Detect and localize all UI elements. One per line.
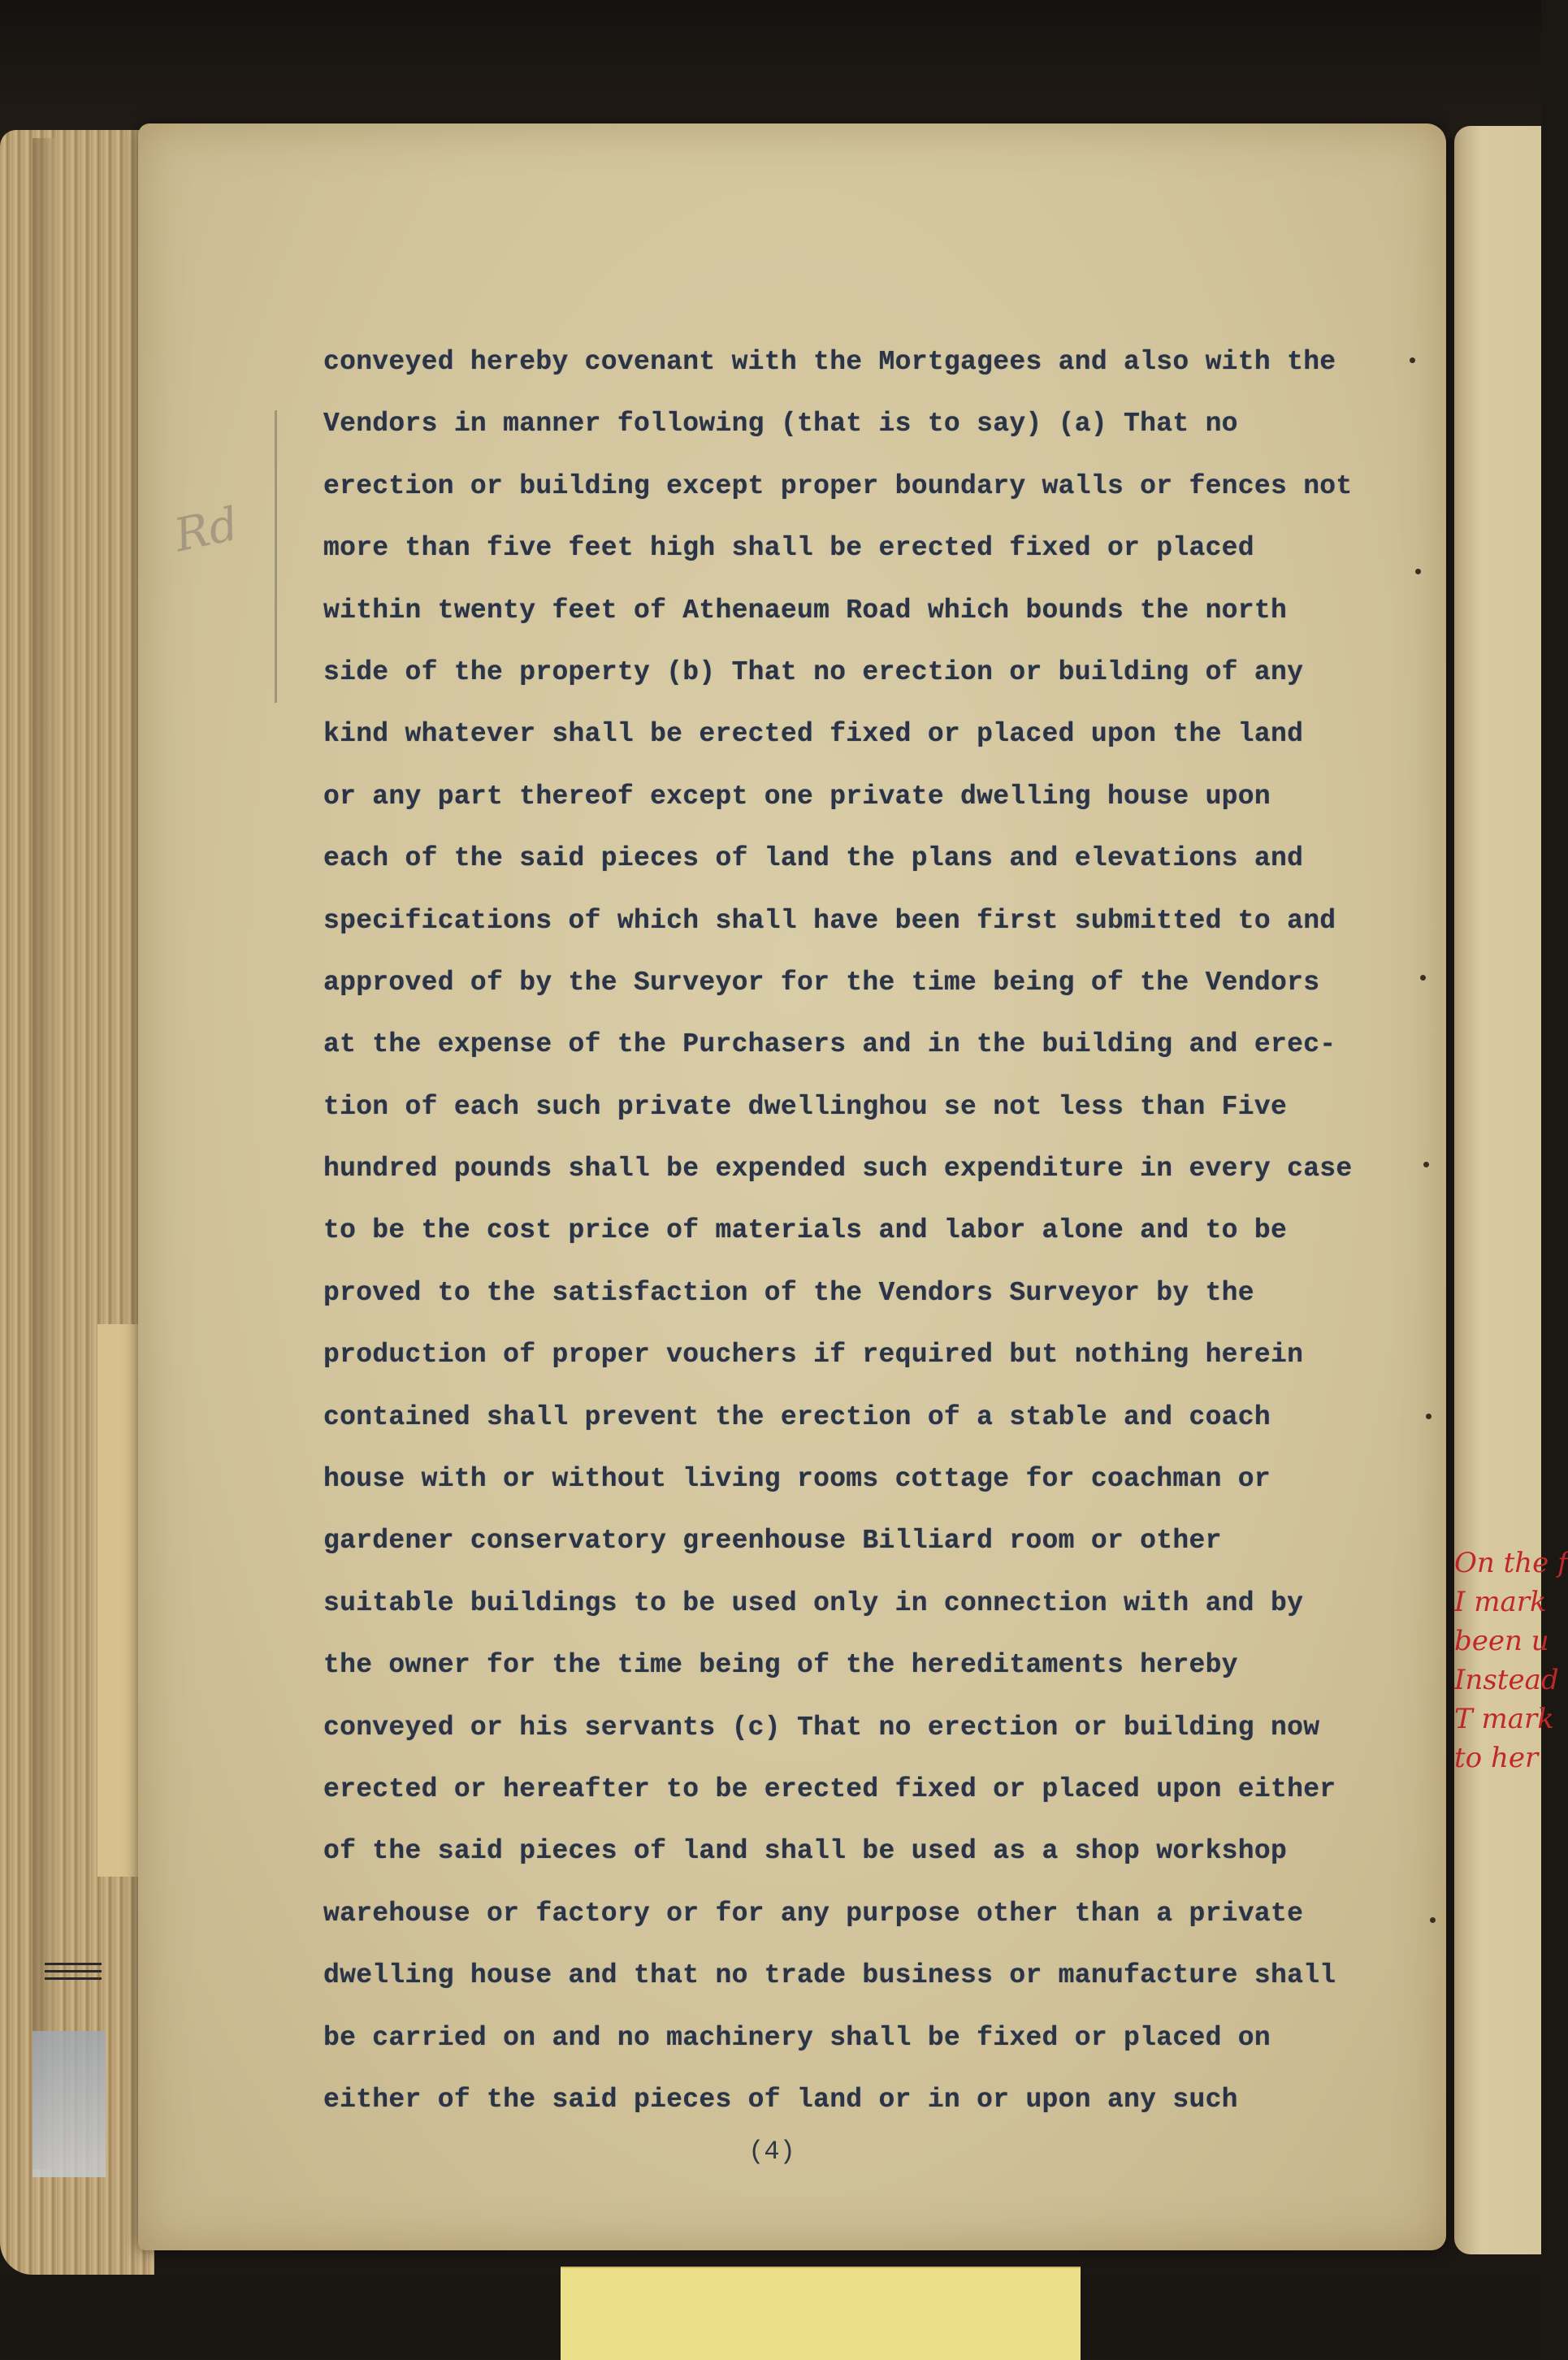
binding-hole	[1423, 1162, 1429, 1167]
red-note-line: Instead	[1454, 1664, 1559, 1696]
text-line: hundred pounds shall be expended such expenditure in every case	[323, 1154, 1353, 1184]
text-line: house with or without living rooms cottage for coachman or	[323, 1464, 1271, 1495]
blue-strip	[32, 2031, 106, 2177]
text-line: proved to the satisfaction of the Vendors Surveyor by the	[323, 1277, 1254, 1308]
left-page-stack	[0, 130, 154, 2275]
text-line: at the expense of the Purchasers and in the building and erec-	[323, 1029, 1336, 1060]
yellow-slip	[561, 2267, 1081, 2360]
text-line: to be the cost price of materials and labor alone and to be	[323, 1215, 1288, 1246]
red-note-line: On the f	[1454, 1547, 1568, 1579]
page-stack-shadow	[32, 138, 57, 2169]
text-line: conveyed or his servants (c) That no erection or building now	[323, 1712, 1320, 1743]
binding-hole	[1410, 357, 1415, 363]
text-line: warehouse or factory or for any purpose other than a private	[323, 1898, 1304, 1929]
pencil-margin-mark: Rd	[170, 497, 243, 563]
binding-hole	[1426, 1414, 1432, 1419]
text-line: suitable buildings to be used only in connection with and by	[323, 1587, 1304, 1618]
text-line: of the said pieces of land shall be used as a shop workshop	[323, 1836, 1288, 1867]
text-line: contained shall prevent the erection of a stable and coach	[323, 1401, 1271, 1432]
text-line: within twenty feet of Athenaeum Road which bounds the north	[323, 595, 1288, 626]
text-line: conveyed hereby covenant with the Mortgagees and also with the	[323, 347, 1336, 377]
red-note-line: T mark	[1454, 1703, 1554, 1735]
binding-hole	[1420, 975, 1426, 981]
text-line: production of proper vouchers if required but nothing herein	[323, 1340, 1304, 1371]
binding-hole	[1415, 569, 1421, 574]
text-line: erection or building except proper boundary walls or fences not	[323, 470, 1353, 501]
pencil-margin-line	[275, 410, 277, 703]
text-line: either of the said pieces of land or in or upon any such	[323, 2084, 1238, 2115]
text-line: dwelling house and that no trade business or manufacture shall	[323, 1960, 1336, 1991]
text-line: Vendors in manner following (that is to say) (a) That no	[323, 409, 1238, 440]
red-note-line: been u	[1454, 1625, 1549, 1657]
text-line: approved of by the Surveyor for the time being of the Vendors	[323, 967, 1320, 998]
stamp-lines	[45, 1958, 102, 2015]
text-line: gardener conservatory greenhouse Billiard room or other	[323, 1526, 1222, 1557]
text-line: specifications of which shall have been first submitted to and	[323, 905, 1336, 936]
text-line: be carried on and no machinery shall be fixed or placed on	[323, 2022, 1271, 2053]
text-line: the owner for the time being of the hereditaments hereby	[323, 1650, 1238, 1681]
dark-backdrop	[0, 0, 1541, 138]
red-margin-note	[1454, 1544, 1568, 1778]
binding-hole	[1430, 1917, 1436, 1923]
red-note-line: to her	[1454, 1742, 1539, 1774]
text-line: side of the property (b) That no erection or building of any	[323, 656, 1304, 687]
text-line: tion of each such private dwellinghou se not less than Five	[323, 1091, 1288, 1122]
typed-body-text	[323, 331, 1396, 2131]
text-line: kind whatever shall be erected fixed or placed upon the land	[323, 719, 1304, 750]
page-number: (4)	[748, 2137, 795, 2167]
text-line: erected or hereafter to be erected fixed or placed upon either	[323, 1773, 1336, 1804]
text-line: each of the said pieces of land the plans and elevations and	[323, 843, 1304, 874]
text-line: more than five feet high shall be erected fixed or placed	[323, 533, 1254, 564]
facing-page	[1454, 126, 1568, 2254]
text-line: or any part thereof except one private dwelling house upon	[323, 781, 1271, 812]
red-note-line: I mark	[1454, 1586, 1547, 1618]
